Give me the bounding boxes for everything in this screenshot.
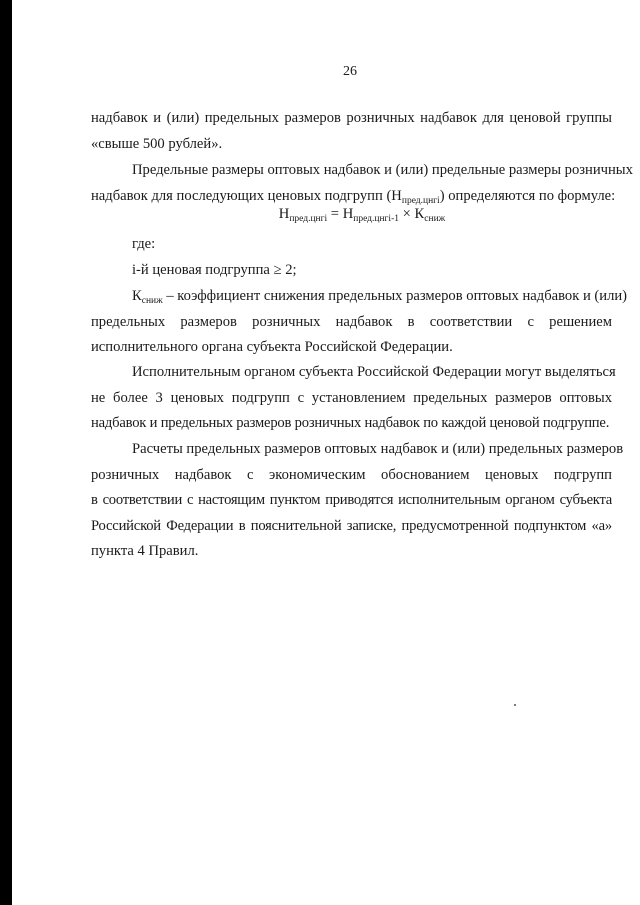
paragraph-2-line-1: Предельные размеры оптовых надбавок и (или) предельные размеры розничных bbox=[132, 162, 633, 178]
paragraph-3-line-1: Исполнительным органом субъекта Российской Федерации могут выделяться bbox=[132, 364, 616, 380]
paragraph-4-line-5: пункта 4 Правил. bbox=[91, 543, 199, 559]
paragraph-2 bbox=[91, 158, 633, 209]
paragraph-4-line-1: Расчеты предельных размеров оптовых надбавок и (или) предельных размеров bbox=[132, 441, 624, 457]
where-label: где: bbox=[132, 236, 156, 252]
formula bbox=[12, 206, 640, 223]
paragraph-2-line-2-end: ) определяются по формуле: bbox=[439, 187, 616, 204]
definition-k-line-3: исполнительного органа субъекта Российской Федерации. bbox=[91, 339, 453, 355]
page-number: 26 bbox=[343, 64, 357, 79]
formula-rhs-2-subscript: сниж bbox=[424, 214, 446, 224]
definition-k-symbol: К bbox=[132, 288, 142, 304]
paragraph-2-subscript: пред.цнгi bbox=[401, 195, 440, 206]
paragraph-3-line-3: надбавок и предельных размеров розничных надбавок по каждой ценовой подгруппе. bbox=[91, 415, 610, 431]
paragraph-4 bbox=[91, 437, 624, 565]
paragraph-3 bbox=[91, 360, 616, 437]
definition-k-line-2: предельных размеров розничных надбавок в соответствии с решением bbox=[91, 313, 612, 330]
formula-lhs-subscript: пред.цнгi bbox=[289, 214, 328, 224]
formula-rhs-1-subscript: пред.цнгi-1 bbox=[353, 214, 399, 224]
paragraph-4-line-4: Российской Федерации в пояснительной записке, предусмотренной подпунктом «а» bbox=[91, 517, 612, 534]
where-block bbox=[91, 232, 612, 283]
definition-i: i-й ценовая подгруппа ≥ 2; bbox=[132, 261, 297, 278]
definition-k-line-1 bbox=[91, 284, 628, 310]
definition-k-line-1-text: – коэффициент снижения предельных размеров оптовых надбавок и (или) bbox=[162, 288, 628, 304]
paragraph-1-line-2: «свыше 500 рублей». bbox=[91, 135, 223, 152]
scan-border bbox=[0, 0, 12, 905]
formula-rhs-1: Н bbox=[342, 206, 354, 222]
paragraph-2-line-2-start: надбавок для последующих ценовых подгрупп (Н bbox=[91, 187, 402, 204]
paragraph-3-line-2: не более 3 ценовых подгрупп с установлением предельных размеров оптовых bbox=[91, 389, 612, 406]
paragraph-4-line-2: розничных надбавок с экономическим обоснованием ценовых подгрупп bbox=[91, 466, 612, 483]
formula-rhs-2: К bbox=[414, 206, 425, 222]
definition-k bbox=[91, 284, 628, 361]
paragraph-1-line-1: надбавок и (или) предельных размеров розничных надбавок для ценовой группы bbox=[91, 110, 612, 126]
formula-lhs: Н bbox=[278, 206, 290, 222]
definition-k-subscript: сниж bbox=[141, 296, 163, 306]
formula-times: × bbox=[399, 206, 415, 222]
document-page bbox=[12, 0, 640, 905]
scan-speck bbox=[514, 704, 516, 706]
paragraph-1 bbox=[91, 106, 612, 157]
formula-equals: = bbox=[327, 206, 343, 222]
paragraph-4-line-3: в соответствии с настоящим пунктом приводятся исполнительным органом субъекта bbox=[91, 492, 612, 508]
